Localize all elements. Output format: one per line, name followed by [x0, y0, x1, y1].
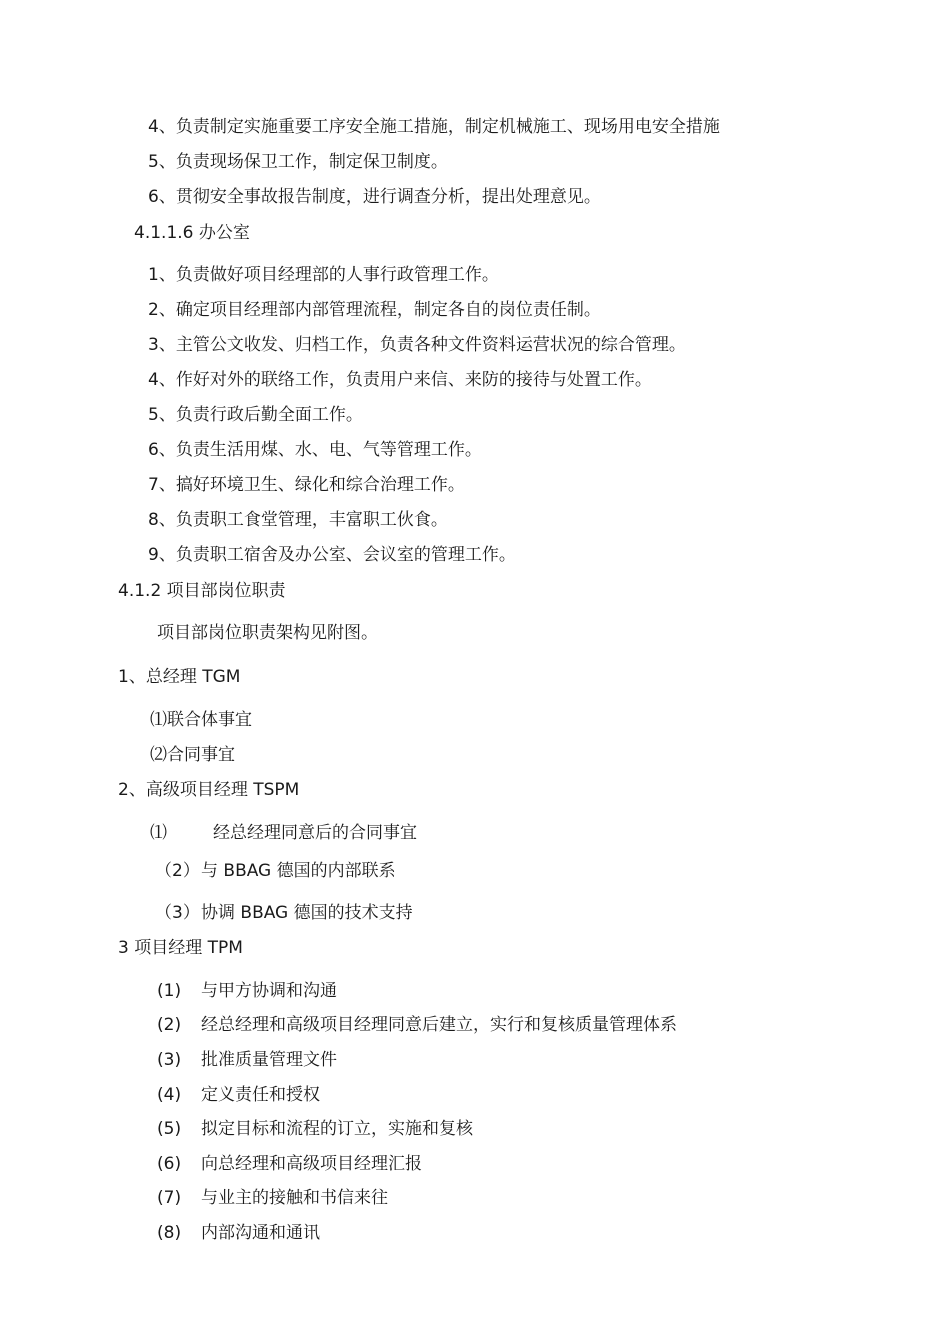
tgm-item: ⑴联合体事宜 [150, 710, 252, 730]
tpm-item-text: 定义责任和授权 [201, 1085, 320, 1105]
tpm-item-number: (8) [157, 1223, 182, 1243]
section-412-intro: 项目部岗位职责架构见附图。 [157, 623, 378, 643]
tspm-item [150, 822, 417, 844]
tspm-heading: 2、高级项目经理 TSPM [118, 780, 300, 800]
office-item: 7、搞好环境卫生、绿化和综合治理工作。 [148, 475, 465, 495]
tspm-item-text: 经总经理同意后的合同事宜 [213, 823, 417, 843]
office-item: 1、负责做好项目经理部的人事行政管理工作。 [148, 265, 499, 285]
office-item: 8、负责职工食堂管理，丰富职工伙食。 [148, 510, 448, 530]
tpm-item [157, 1118, 473, 1140]
office-item: 9、负责职工宿舍及办公室、会议室的管理工作。 [148, 545, 516, 565]
tpm-item-text: 内部沟通和通讯 [201, 1223, 320, 1243]
tpm-item-text: 经总经理和高级项目经理同意后建立，实行和复核质量管理体系 [201, 1015, 677, 1035]
safety-item: 4、负责制定实施重要工序安全施工措施，制定机械施工、现场用电安全措施 [148, 117, 720, 137]
tpm-item [157, 980, 337, 1002]
office-item: 2、确定项目经理部内部管理流程，制定各自的岗位责任制。 [148, 300, 601, 320]
tgm-item: ⑵合同事宜 [150, 745, 235, 765]
tpm-heading: 3 项目经理 TPM [118, 938, 243, 958]
tspm-item-number: （3） [155, 903, 200, 923]
office-item: 4、作好对外的联络工作，负责用户来信、来防的接待与处置工作。 [148, 370, 652, 390]
tpm-item [157, 1014, 677, 1036]
tpm-item-number: (2) [157, 1015, 182, 1035]
tpm-item-number: (5) [157, 1119, 182, 1139]
tpm-item-text: 向总经理和高级项目经理汇报 [201, 1154, 422, 1174]
tpm-item [157, 1187, 388, 1209]
safety-item: 5、负责现场保卫工作，制定保卫制度。 [148, 152, 448, 172]
tgm-heading: 1、总经理 TGM [118, 667, 241, 687]
office-item: 6、负责生活用煤、水、电、气等管理工作。 [148, 440, 482, 460]
tpm-item-number: (1) [157, 981, 182, 1001]
tpm-item [157, 1153, 422, 1175]
tpm-item-text: 拟定目标和流程的订立，实施和复核 [201, 1119, 473, 1139]
tpm-item-text: 批准质量管理文件 [201, 1050, 337, 1070]
tspm-item [155, 902, 413, 924]
office-heading: 4.1.1.6 办公室 [134, 223, 250, 243]
tpm-item-text: 与业主的接触和书信来往 [201, 1188, 388, 1208]
tspm-item-text: 与 BBAG 德国的内部联系 [201, 861, 396, 881]
tspm-item-number: （2） [155, 861, 200, 881]
office-item: 3、主管公文收发、归档工作，负责各种文件资料运营状况的综合管理。 [148, 335, 686, 355]
tpm-item [157, 1049, 337, 1071]
tspm-item-text: 协调 BBAG 德国的技术支持 [201, 903, 413, 923]
tpm-item-text: 与甲方协调和沟通 [201, 981, 337, 1001]
tpm-item-number: (4) [157, 1085, 182, 1105]
safety-item: 6、贯彻安全事故报告制度，进行调查分析，提出处理意见。 [148, 187, 601, 207]
section-412-heading: 4.1.2 项目部岗位职责 [118, 581, 286, 601]
tspm-item-number: ⑴ [150, 823, 167, 843]
tpm-item-number: (3) [157, 1050, 182, 1070]
office-item: 5、负责行政后勤全面工作。 [148, 405, 363, 425]
tspm-item [155, 860, 396, 882]
tpm-item-number: (7) [157, 1188, 182, 1208]
tpm-item [157, 1222, 320, 1244]
tpm-item [157, 1084, 320, 1106]
tpm-item-number: (6) [157, 1154, 182, 1174]
